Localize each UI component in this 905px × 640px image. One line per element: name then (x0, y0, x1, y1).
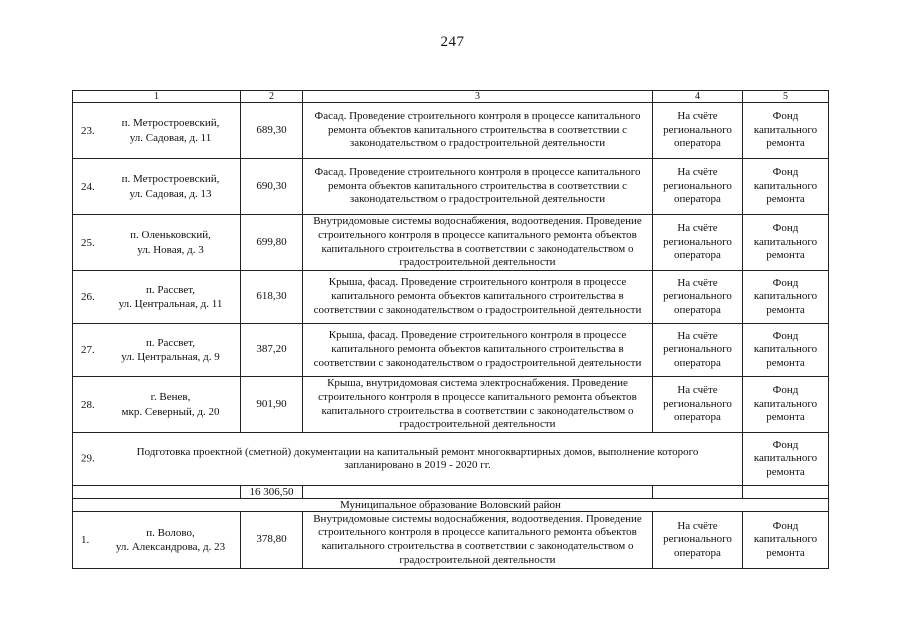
address-cell (73, 159, 241, 215)
address-line: п. Метростроевский, (121, 173, 220, 186)
fund-line: Фонд (772, 222, 799, 235)
total-area-cell: 16 306,50 (241, 486, 303, 499)
address-line: ул. Центральная, д. 11 (118, 298, 223, 310)
fund-cell (743, 103, 829, 159)
area-cell: 689,30 (241, 103, 303, 159)
fund-line: капитального (753, 290, 818, 303)
page-number: 247 (440, 34, 465, 50)
municipality-row (73, 499, 829, 512)
works-cell: Фасад. Проведение строительного контроля в процессе капитального ремонта объектов капитального строительства в соответствии с законодательством о градостроительной деятельности (303, 159, 653, 215)
column-header: 1 (73, 91, 241, 103)
fund-line: ремонта (766, 249, 805, 262)
row-number: 25. (81, 236, 95, 249)
row29-text: Подготовка проектной (сметной) документации на капитальный ремонт многоквартирных домов, выполнение которого запланировано в 2019 - 2020 гг. (136, 445, 699, 471)
fund-line: капитального (753, 452, 818, 465)
empty-cell (653, 486, 743, 499)
area-cell: 699,80 (241, 215, 303, 271)
column-header: 2 (241, 91, 303, 103)
fund-line: Фонд (772, 110, 799, 123)
operator-line: оператора (674, 411, 721, 424)
operator-line: оператора (674, 356, 721, 369)
address-cell (73, 215, 241, 271)
address-cell (73, 103, 241, 159)
table-row (73, 433, 829, 486)
row-number: 27. (81, 343, 95, 356)
operator-cell (653, 159, 743, 215)
fund-line: ремонта (766, 137, 805, 150)
empty-cell (743, 486, 829, 499)
works-cell: Крыша, фасад. Проведение строительного контроля в процессе капитального ремонта объектов капитального строительства в соответствии с законодательством о градостроительной деятельности (303, 271, 653, 324)
address-cell (73, 271, 241, 324)
area-cell: 378,80 (241, 512, 303, 569)
column-numbers-row (73, 91, 829, 103)
works-cell: Крыша, внутридомовая система электроснабжения. Проведение строительного контроля в процессе капитального ремонта объектов капитального строительства в соответствии с законодательством о градостроительной деятельности (303, 377, 653, 433)
fund-line: ремонта (766, 356, 805, 369)
operator-line: регионального (663, 179, 732, 192)
area-cell: 387,20 (241, 324, 303, 377)
operator-line: регионального (663, 533, 732, 546)
area-cell: 618,30 (241, 271, 303, 324)
column-header: 4 (653, 91, 743, 103)
operator-line: На счёте (677, 384, 718, 397)
operator-line: регионального (663, 397, 732, 410)
operator-cell (653, 271, 743, 324)
fund-line: капитального (753, 397, 818, 410)
area-cell: 690,30 (241, 159, 303, 215)
address-cell (73, 324, 241, 377)
fund-line: Фонд (772, 166, 799, 179)
address-line: п. Метростроевский, (121, 117, 220, 130)
fund-line: ремонта (766, 411, 805, 424)
fund-cell (743, 271, 829, 324)
address-cell (73, 512, 241, 569)
operator-cell (653, 215, 743, 271)
fund-line: капитального (753, 533, 818, 546)
empty-cell (73, 486, 241, 499)
fund-line: Фонд (772, 276, 799, 289)
row29-merged-cell (73, 433, 743, 486)
address-line: мкр. Северный, д. 20 (121, 405, 220, 418)
operator-line: На счёте (677, 329, 718, 342)
operator-line: На счёте (677, 519, 718, 532)
row-number: 23. (81, 124, 95, 137)
operator-line: оператора (674, 137, 721, 150)
operator-line: На счёте (677, 110, 718, 123)
works-cell: Крыша, фасад. Проведение строительного контроля в процессе капитального ремонта объектов капитального строительства в соответствии с законодательством о градостроительной деятельности (303, 324, 653, 377)
address-line: п. Оленьковский, (130, 229, 211, 242)
works-cell: Фасад. Проведение строительного контроля в процессе капитального ремонта объектов капитального строительства в соответствии с законодательством о градостроительной деятельности (303, 103, 653, 159)
table-row (73, 215, 829, 271)
empty-cell (303, 486, 653, 499)
address-line: ул. Центральная, д. 9 (121, 351, 220, 363)
works-cell: Внутридомовые системы водоснабжения, водоотведения. Проведение строительного контроля в процессе капитального ремонта объектов капитального строительства в соответствии с законодательством о градостроительной деятельности (303, 215, 653, 271)
operator-cell (653, 377, 743, 433)
table-row (73, 159, 829, 215)
operator-line: На счёте (677, 276, 718, 289)
address-line: п. Рассвет, (146, 283, 195, 296)
table-row (73, 324, 829, 377)
fund-cell (743, 433, 829, 486)
fund-line: ремонта (766, 303, 805, 316)
address-line: ул. Новая, д. 3 (137, 243, 204, 256)
fund-line: капитального (753, 179, 818, 192)
operator-line: На счёте (677, 166, 718, 179)
fund-cell (743, 159, 829, 215)
operator-cell (653, 324, 743, 377)
fund-line: Фонд (772, 519, 799, 532)
fund-cell (743, 324, 829, 377)
column-header: 3 (303, 91, 653, 103)
table-row (73, 512, 829, 569)
area-cell: 901,90 (241, 377, 303, 433)
fund-line: капитального (753, 123, 818, 136)
operator-cell (653, 512, 743, 569)
table-row (73, 377, 829, 433)
fund-line: Фонд (772, 438, 799, 451)
fund-line: ремонта (766, 465, 805, 478)
fund-line: Фонд (772, 329, 799, 342)
address-line: ул. Александрова, д. 23 (115, 541, 226, 553)
operator-line: оператора (674, 303, 721, 316)
fund-line: капитального (753, 235, 818, 248)
operator-line: регионального (663, 123, 732, 136)
address-line: ул. Садовая, д. 13 (129, 187, 212, 200)
operator-line: регионального (663, 235, 732, 248)
capital-repair-table (72, 90, 829, 569)
works-cell: Внутридомовые системы водоснабжения, водоотведения. Проведение строительного контроля в процессе капитального ремонта объектов капитального строительства в соответствии с законодательством о градостроительной деятельности (303, 512, 653, 569)
fund-cell (743, 215, 829, 271)
fund-line: капитального (753, 343, 818, 356)
address-line: п. Рассвет, (146, 336, 195, 349)
address-line: п. Волово, (146, 526, 195, 539)
fund-line: Фонд (772, 384, 799, 397)
row-number: 28. (81, 398, 95, 411)
row-number: 24. (81, 180, 95, 193)
municipality-heading: Муниципальное образование Воловский район (73, 499, 829, 512)
total-row (73, 486, 829, 499)
fund-cell (743, 377, 829, 433)
column-header: 5 (743, 91, 829, 103)
row-number: 26. (81, 290, 95, 303)
row-number: 29. (81, 452, 95, 465)
fund-line: ремонта (766, 546, 805, 559)
operator-line: оператора (674, 249, 721, 262)
fund-line: ремонта (766, 193, 805, 206)
fund-cell (743, 512, 829, 569)
table-row (73, 103, 829, 159)
operator-cell (653, 103, 743, 159)
operator-line: оператора (674, 546, 721, 559)
address-line: г. Венев, (150, 391, 191, 404)
address-cell (73, 377, 241, 433)
address-line: ул. Садовая, д. 11 (129, 131, 212, 144)
operator-line: На счёте (677, 222, 718, 235)
operator-line: оператора (674, 193, 721, 206)
operator-line: регионального (663, 290, 732, 303)
table-row (73, 271, 829, 324)
row-number: 1. (81, 533, 90, 546)
operator-line: регионального (663, 343, 732, 356)
